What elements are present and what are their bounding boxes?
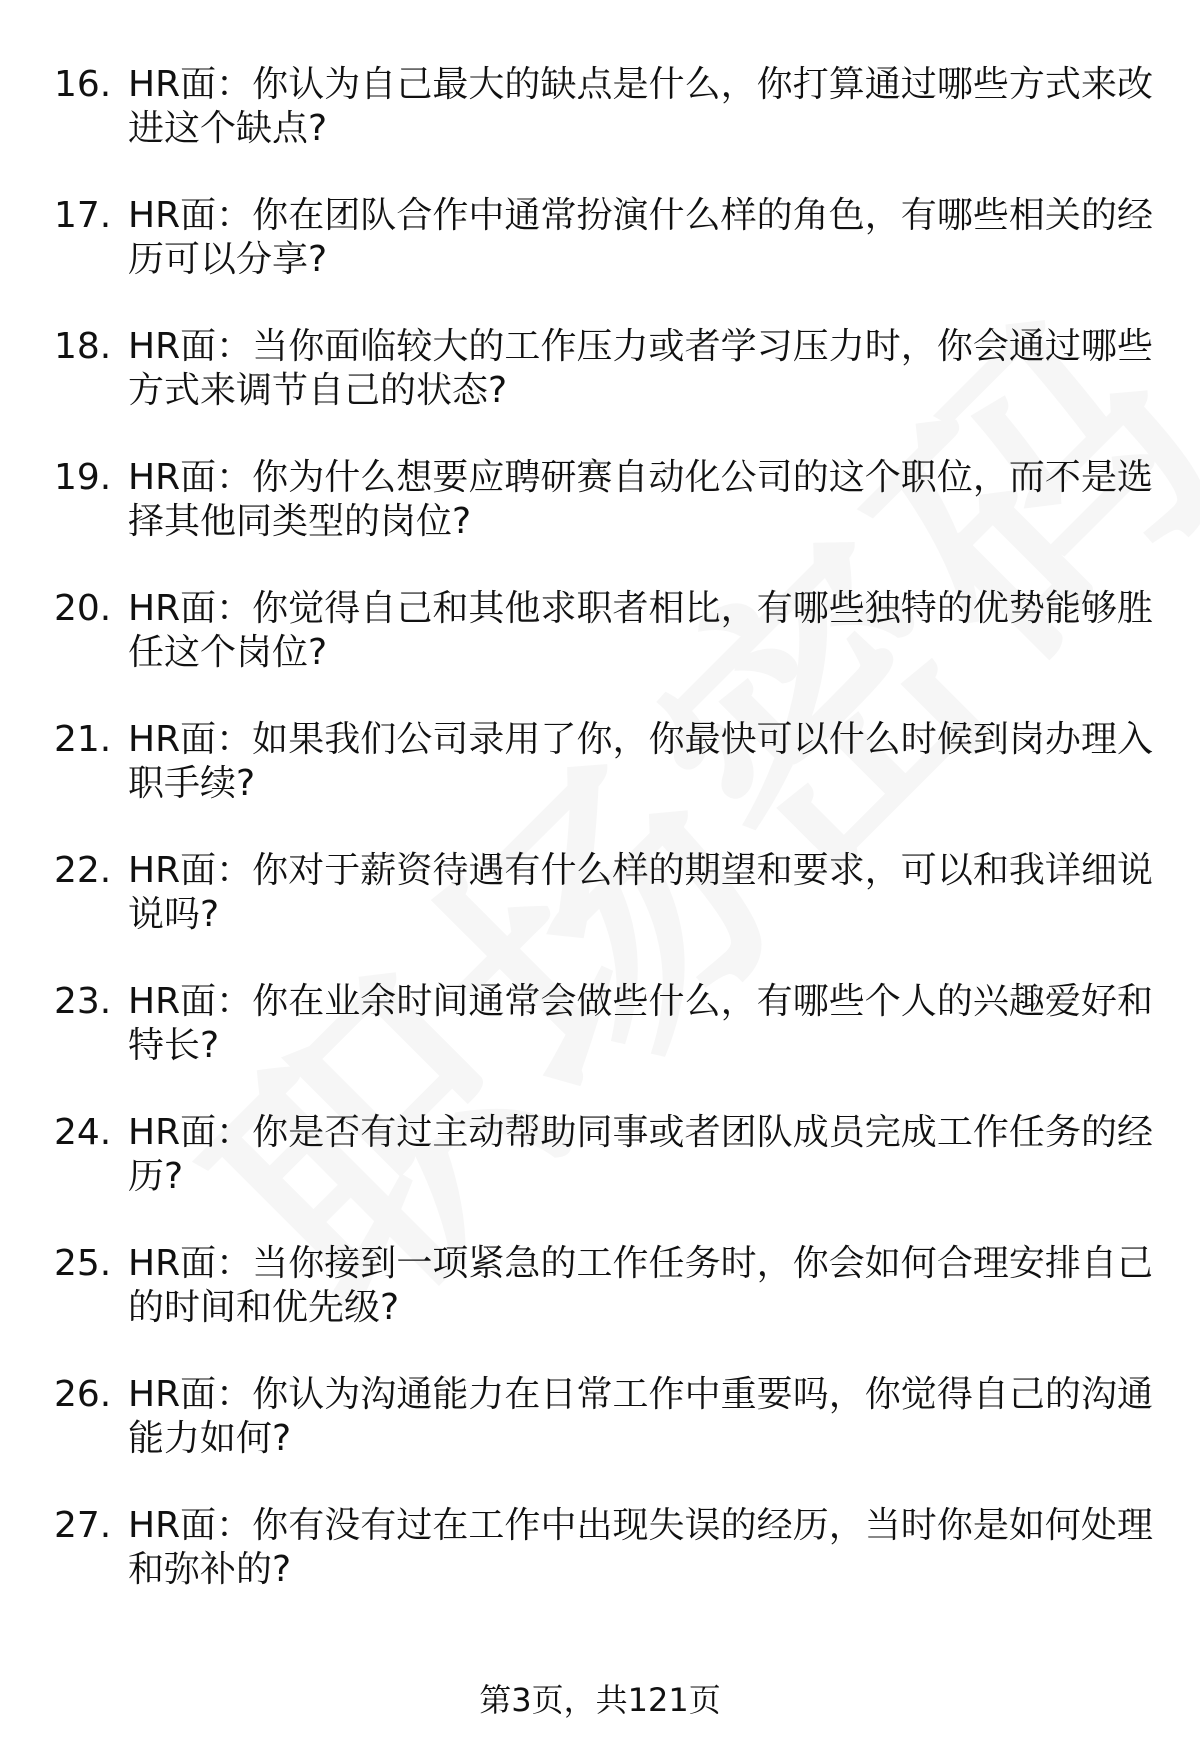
question-text: HR面：当你接到一项紧急的工作任务时，你会如何合理安排自己的时间和优先级? [128,1243,1153,1328]
question-number: 20. [54,588,112,629]
question-text: HR面：你对于薪资待遇有什么样的期望和要求，可以和我详细说说吗? [128,850,1153,935]
question-text: HR面：当你面临较大的工作压力或者学习压力时，你会通过哪些方式来调节自己的状态? [128,326,1153,411]
question-item [0,980,1200,1111]
question-number: 19. [54,457,112,498]
question-text: HR面：你觉得自己和其他求职者相比，有哪些独特的优势能够胜任这个岗位? [128,588,1153,673]
question-text: HR面：你在业余时间通常会做些什么，有哪些个人的兴趣爱好和特长? [128,981,1153,1066]
question-number: 27. [54,1505,112,1546]
question-text: HR面：你是否有过主动帮助同事或者团队成员完成工作任务的经历? [128,1112,1153,1197]
question-item [0,456,1200,587]
question-item [0,194,1200,325]
question-item [0,325,1200,456]
question-text: HR面：你在团队合作中通常扮演什么样的角色，有哪些相关的经历可以分享? [128,195,1153,280]
question-list [0,63,1200,1635]
question-text: HR面：你为什么想要应聘研赛自动化公司的这个职位，而不是选择其他同类型的岗位? [128,457,1153,542]
question-item [0,1504,1200,1635]
question-number: 16. [54,64,112,105]
question-item [0,63,1200,194]
page-footer: 第3页，共121页 [479,1681,721,1719]
question-text: HR面：如果我们公司录用了你，你最快可以什么时候到岗办理入职手续? [128,719,1153,804]
question-number: 21. [54,719,112,760]
question-number: 18. [54,326,112,367]
question-number: 24. [54,1112,112,1153]
question-item [0,1373,1200,1504]
question-item [0,1242,1200,1373]
question-item [0,587,1200,718]
question-text: HR面：你认为沟通能力在日常工作中重要吗，你觉得自己的沟通能力如何? [128,1374,1153,1459]
question-number: 25. [54,1243,112,1284]
question-item [0,849,1200,980]
question-item [0,718,1200,849]
question-text: HR面：你有没有过在工作中出现失误的经历，当时你是如何处理和弥补的? [128,1505,1153,1590]
question-text: HR面：你认为自己最大的缺点是什么，你打算通过哪些方式来改进这个缺点? [128,64,1153,149]
question-item [0,1111,1200,1242]
question-number: 22. [54,850,112,891]
question-number: 23. [54,981,112,1022]
question-number: 17. [54,195,112,236]
question-number: 26. [54,1374,112,1415]
